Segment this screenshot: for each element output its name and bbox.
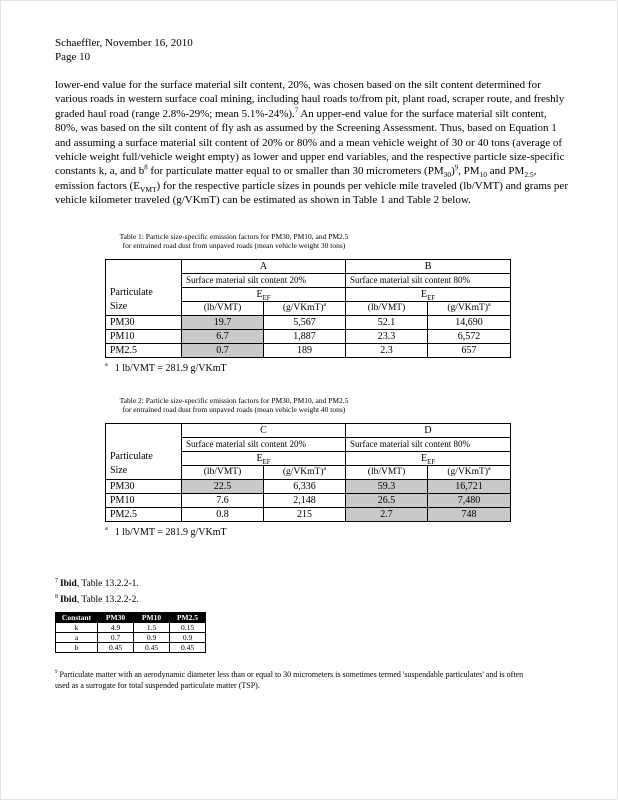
table2-unit-footnote-marker: a xyxy=(105,525,108,533)
header-page-number: Page 10 xyxy=(55,51,91,63)
constants-row xyxy=(56,622,206,632)
particle-size-label: PM10 xyxy=(106,493,182,507)
constants-column-header: PM10 xyxy=(134,612,170,622)
constant-name: b xyxy=(56,642,98,652)
constant-name: k xyxy=(56,622,98,632)
paragraph-text: lower-end value for the surface material silt content, 20%, was chosen based on the silt content determined for various roads in western surface coal mining, including haul roads to/from pit, plant road, scraper route, and freshly graded haul road (range 2.8%-29%; mean 5.1%-24%). xyxy=(55,79,565,120)
value-cell: 59.3 xyxy=(346,479,428,493)
unit-header-lb-vmt: (lb/VMT) xyxy=(182,465,264,479)
constants-column-header: PM2.5 xyxy=(170,612,206,622)
constant-value: 4.9 xyxy=(98,622,134,632)
value-cell: 7,480 xyxy=(428,493,511,507)
table1-unit-footnote-marker: a xyxy=(105,361,108,369)
value-cell: 6,336 xyxy=(264,479,346,493)
footnote-lead: Ibid xyxy=(59,594,77,605)
emission-factor-symbol: $E_{EF}$ xyxy=(182,451,346,465)
emission-factors-table-2 xyxy=(105,423,511,522)
ef-subscript: EF xyxy=(262,458,271,466)
particle-size-label: PM30 xyxy=(106,315,182,329)
value-cell: 189 xyxy=(264,343,346,357)
constant-value: 0.7 xyxy=(98,632,134,642)
constant-value: 1.5 xyxy=(134,622,170,632)
size-label: Size xyxy=(110,464,128,476)
footnote-particulate-definition xyxy=(55,669,525,691)
value-cell: 2.3 xyxy=(346,343,428,357)
header-author-date: Schaeffler, November 16, 2010 xyxy=(55,37,193,49)
footnote-lead: Ibid xyxy=(59,578,77,589)
constants-row xyxy=(56,632,206,642)
constants-row xyxy=(56,642,206,652)
footnote-ibid-2 xyxy=(55,594,618,606)
value-cell: 23.3 xyxy=(346,329,428,343)
footnote-reference: 8 xyxy=(144,164,148,172)
table2-unit-footnote xyxy=(105,527,618,538)
value-cell: 52.1 xyxy=(346,315,428,329)
value-cell: 26.5 xyxy=(346,493,428,507)
particulate-label: Particulate xyxy=(110,286,153,298)
table2-unit-footnote-text: 1 lb/VMT = 281.9 g/VKmT xyxy=(114,526,227,538)
ef-subscript: EF xyxy=(427,294,436,302)
table2-caption-line1: Table 2: Particle size-specific emission factors for PM30, PM10, and PM2.5 xyxy=(119,395,349,405)
table-row xyxy=(106,343,511,357)
document-header xyxy=(0,0,618,64)
table1-caption xyxy=(103,232,365,251)
group-letter-a: A xyxy=(182,259,346,273)
footnote-text: , Table 13.2.2-2. xyxy=(76,594,139,605)
value-cell: 22.5 xyxy=(182,479,264,493)
value-cell: 0.7 xyxy=(182,343,264,357)
unit-header-lb-vmt: (lb/VMT) xyxy=(346,465,428,479)
value-cell: 2.7 xyxy=(346,507,428,521)
group-subtitle: Surface material silt content 80% xyxy=(346,437,511,451)
table-row xyxy=(106,493,511,507)
constant-value: 0.45 xyxy=(134,642,170,652)
value-cell: 6,572 xyxy=(428,329,511,343)
subscript-text: 30 xyxy=(443,170,452,180)
value-cell: 657 xyxy=(428,343,511,357)
group-subtitle: Surface material silt content 20% xyxy=(182,273,346,287)
emission-factor-symbol: $E_{EF}$ xyxy=(346,287,511,301)
value-cell: 215 xyxy=(264,507,346,521)
particle-size-label: PM2.5 xyxy=(106,343,182,357)
column-header-particulate-size xyxy=(106,259,182,315)
unit-header-g-vkmt: (g/VKmT)$^a$ xyxy=(264,301,346,315)
emission-factor-symbol: $E_{EF}$ xyxy=(182,287,346,301)
paragraph-text: for particulate matter equal to or smaller than 30 micrometers (PM xyxy=(147,165,444,178)
value-cell: 19.7 xyxy=(182,315,264,329)
value-cell: 5,567 xyxy=(264,315,346,329)
value-cell: 14,690 xyxy=(428,315,511,329)
subscript-text: 2.5 xyxy=(524,170,534,180)
table1-unit-footnote xyxy=(105,363,618,374)
paragraph-text: and PM xyxy=(487,165,525,178)
group-letter-c: C xyxy=(182,423,346,437)
footnote-marker: 8 xyxy=(55,593,58,600)
unit-footnote-marker: a xyxy=(323,302,327,308)
emission-factors-table-1 xyxy=(105,259,511,358)
footnote-ibid-1 xyxy=(55,578,618,590)
particle-size-label: PM2.5 xyxy=(106,507,182,521)
group-letter-d: D xyxy=(346,423,511,437)
column-header-particulate-size xyxy=(106,423,182,479)
constant-value: 0.45 xyxy=(98,642,134,652)
footnote-text: Particulate matter with an aerodynamic diameter less than or equal to 30 micrometers is sometimes termed 'suspendable particulates' and is often used as a surrogate for total suspended particulate matter (TSP). xyxy=(55,669,524,690)
paragraph-text: ) xyxy=(451,165,455,178)
body-paragraph xyxy=(55,78,568,208)
ef-subscript: EF xyxy=(427,458,436,466)
table-row xyxy=(106,315,511,329)
constant-value: 0.9 xyxy=(134,632,170,642)
paragraph-text: ) for the respective particle sizes in pounds per vehicle mile traveled (lb/VMT) and grams per vehicle kilometer traveled (g/VKmT) can be estimated as shown in Table 1 and Table 2 below. xyxy=(55,179,568,207)
emission-factor-symbol: $E_{EF}$ xyxy=(346,451,511,465)
unit-header-lb-vmt: (lb/VMT) xyxy=(182,301,264,315)
constants-column-header: PM30 xyxy=(98,612,134,622)
subscript-text: VMT xyxy=(139,185,157,195)
group-subtitle: Surface material silt content 20% xyxy=(182,437,346,451)
constant-name: a xyxy=(56,632,98,642)
value-cell: 0.8 xyxy=(182,507,264,521)
group-letter-b: B xyxy=(346,259,511,273)
table-row xyxy=(106,479,511,493)
table1-unit-footnote-text: 1 lb/VMT = 281.9 g/VKmT xyxy=(114,362,227,374)
paragraph-text: , emission factors (E xyxy=(55,165,537,192)
table-row xyxy=(106,507,511,521)
constant-value: 0.45 xyxy=(170,642,206,652)
constant-value: 0.15 xyxy=(170,622,206,632)
table1-caption-line2: for entrained road dust from unpaved roads (mean vehicle weight 30 tons) xyxy=(122,241,346,251)
footnote-marker: 7 xyxy=(55,577,58,584)
unit-header-g-vkmt: (g/VKmT)$^a$ xyxy=(264,465,346,479)
unit-header-g-vkmt: (g/VKmT)$^a$ xyxy=(428,301,511,315)
ef-subscript: EF xyxy=(262,294,271,302)
constants-header-row xyxy=(56,612,206,622)
footnote-reference: 9 xyxy=(454,164,459,172)
value-cell: 748 xyxy=(428,507,511,521)
unit-footnote-marker: a xyxy=(488,302,491,308)
constant-value: 0.9 xyxy=(170,632,206,642)
value-cell: 16,721 xyxy=(428,479,511,493)
unit-footnote-marker: a xyxy=(488,466,491,472)
table2-caption-line2: for entrained road dust from unpaved roads (mean vehicle weight 40 tons) xyxy=(122,405,346,415)
unit-footnote-marker: a xyxy=(323,466,327,472)
footnotes-section xyxy=(55,578,618,606)
group-subtitle: Surface material silt content 80% xyxy=(346,273,511,287)
value-cell: 6.7 xyxy=(182,329,264,343)
value-cell: 7.6 xyxy=(182,493,264,507)
paragraph-text: , PM xyxy=(458,165,480,178)
unit-header-g-vkmt: (g/VKmT)$^a$ xyxy=(428,465,511,479)
particle-size-label: PM10 xyxy=(106,329,182,343)
footnote-marker: 9 xyxy=(55,670,58,675)
value-cell: 1,887 xyxy=(264,329,346,343)
footnote-text: , Table 13.2.2-1. xyxy=(76,578,139,589)
size-label: Size xyxy=(110,300,128,312)
particle-size-label: PM30 xyxy=(106,479,182,493)
subscript-text: 10 xyxy=(479,170,488,180)
value-cell: 2,148 xyxy=(264,493,346,507)
table-row xyxy=(106,329,511,343)
table2-caption xyxy=(103,396,365,415)
unit-header-lb-vmt: (lb/VMT) xyxy=(346,301,428,315)
particulate-label: Particulate xyxy=(110,450,153,462)
footnote-reference: 7 xyxy=(294,107,299,115)
constants-column-header: Constant xyxy=(56,612,98,622)
paragraph-text: An upper-end value for the surface material silt content, 80%, was based on the silt content of fly ash as assumed by the Screening Assessment. Thus, based on Equation 1 and assuming a surface material silt content of 20% or 80% and a mean vehicle weight of 30 or 40 tons (average of vehicle weight full/vehicle weight empty) as lower and upper end variables, and the respective particle size-specific constants k, a, and b xyxy=(55,107,565,178)
table1-caption-line1: Table 1: Particle size-specific emission factors for PM30, PM10, and PM2.5 xyxy=(119,231,349,241)
constants-table xyxy=(55,612,206,653)
